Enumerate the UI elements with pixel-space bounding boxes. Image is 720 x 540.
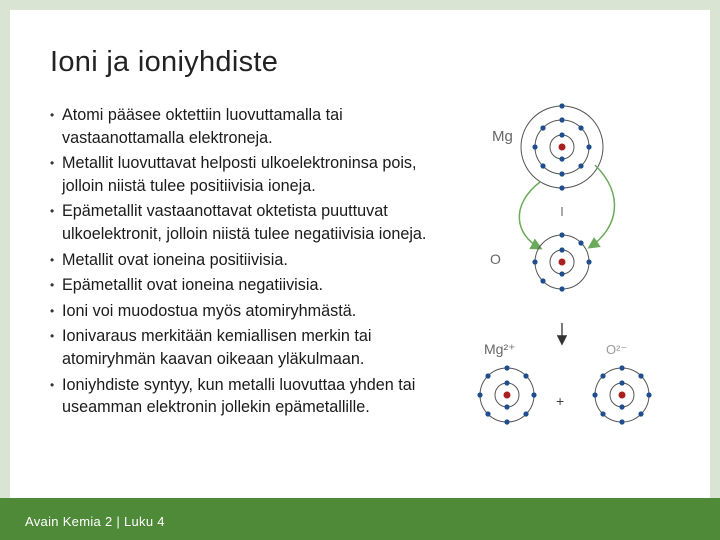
o-ion-label: O²⁻ xyxy=(606,342,628,357)
nucleus xyxy=(619,392,626,399)
o-atom xyxy=(532,232,591,291)
slide-title: Ioni ja ioniyhdiste xyxy=(50,46,279,78)
bullet-item: • Ioniyhdiste syntyy, kun metalli luovuttaa yhden tai useamman elektronin jollekin epämetallille. xyxy=(50,374,440,419)
o-label: O xyxy=(490,251,501,267)
mg-ion xyxy=(477,365,536,424)
bullet-item: • Epämetallit ovat ioneina negatiivisia. xyxy=(50,274,440,297)
bullet-item: • Atomi pääsee oktettiin luovuttamalla tai vastaanottamalla elektroneja. xyxy=(50,104,440,149)
footer-text: Avain Kemia 2 | Luku 4 xyxy=(25,514,165,529)
bullet-list xyxy=(50,104,440,422)
bullet-item: • Ioni voi muodostua myös atomiryhmästä. xyxy=(50,300,440,323)
nucleus xyxy=(559,144,566,151)
o-ion xyxy=(592,365,651,424)
ion-formation-diagram xyxy=(470,90,670,440)
electron-transfer-arrow xyxy=(519,182,540,248)
bullet-item: • Metallit luovuttavat helposti ulkoelektroninsa pois, jolloin niistä tulee positiivisia ioneja. xyxy=(50,152,440,197)
bullet-item: • Epämetallit vastaanottavat oktetista puuttuvat ulkoelektronit, jolloin niistä tulee negatiivisia ioneja. xyxy=(50,200,440,245)
plus-sign: + xyxy=(556,393,565,409)
nucleus xyxy=(559,259,566,266)
bullet-item: • Ionivaraus merkitään kemiallisen merkin tai atomiryhmän kaavan oikeaan yläkulmaan. xyxy=(50,325,440,370)
footer-bar xyxy=(0,498,720,540)
bullet-item: • Metallit ovat ioneina positiivisia. xyxy=(50,249,440,272)
mg-label: Mg xyxy=(492,128,513,145)
nucleus xyxy=(504,392,511,399)
mg-ion-label: Mg²⁺ xyxy=(484,341,516,357)
electron-transfer-arrow xyxy=(590,165,614,247)
mg-atom xyxy=(521,103,603,190)
